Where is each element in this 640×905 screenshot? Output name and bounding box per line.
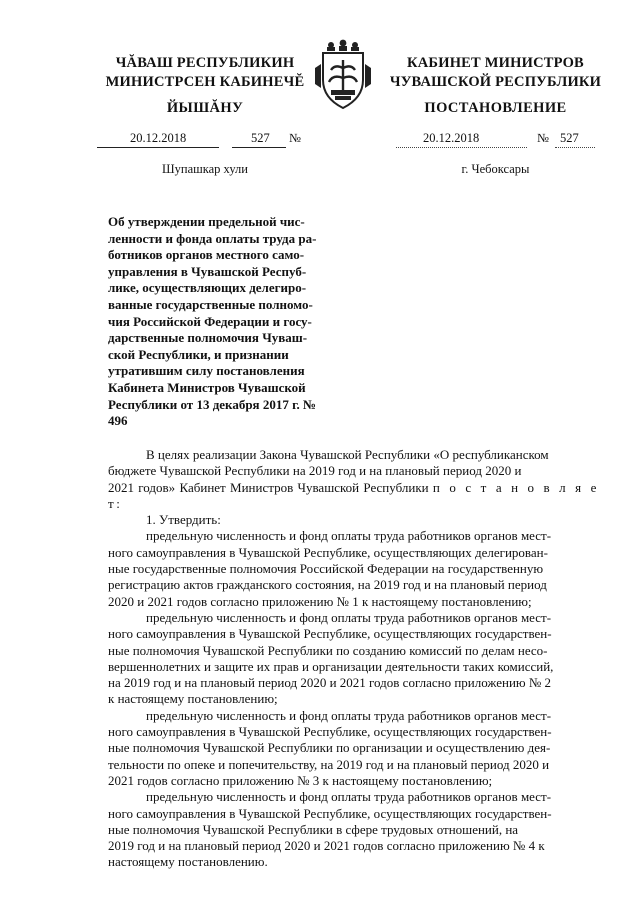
header-right-number-sign: № bbox=[537, 131, 549, 145]
header-right-line2: ЧУВАШСКОЙ РЕСПУБЛИКИ bbox=[389, 74, 602, 90]
body-para3: предельную численность и фонд оплаты труда работников органов мест- ного самоуправления в Чувашской Республике, осуществляющих государствен- ные полномочия Чувашской Республики по организации и осуществлению дея- тельности по опеке и попечительству, на 2019 год и на плановый период 2020 и 2021 годов согласно приложению № 3 к настоящему постановлению; bbox=[108, 707, 552, 788]
header-left-number: 527 bbox=[251, 131, 270, 145]
header-left-city: Шупашкар хули bbox=[162, 162, 248, 176]
header-right-number-underline bbox=[555, 147, 595, 148]
header-left-block bbox=[100, 54, 310, 92]
document-body bbox=[108, 447, 599, 871]
header-left-doc-type: ЙЫШĂНУ bbox=[166, 100, 244, 116]
document-subject: Об утверждении предельной чис- ленности и фонда оплаты труда ра- ботников органов местного само- управления в Чувашской Респуб- лике, осуществляющих делегиро- ванные государственные полномо- чия Российской Федерации и госу- дарственные полномочия Чуваш- ской Республики, и признании утратившим силу постановления Кабинета Министров Чувашской Республики от 13 декабря 2017 г. № 496 bbox=[108, 214, 317, 429]
header-left-number-underline bbox=[232, 147, 286, 148]
header-left-line1: ЧĂВАШ РЕСПУБЛИКИН bbox=[115, 55, 295, 71]
header-left-date-underline bbox=[97, 147, 219, 148]
body-para2: предельную численность и фонд оплаты труда работников органов мест- ного самоуправления в Чувашской Республике, осуществляющих государствен- ные полномочия Чувашской Республики по созданию комиссий по делам несо- вершеннолетних и защите их прав и организации деятельности таких комиссий, на 2019 год и на плановый период 2020 и 2021 годов согласно приложению № 2 к настоящему постановлению; bbox=[108, 609, 554, 707]
body-para1: предельную численность и фонд оплаты труда работников органов мест- ного самоуправления в Чувашской Республике, осуществляющих делегирован- ные государственные полномочия Российской Федерации на государственную регистрацию актов гражданского состояния, на 2019 год и на плановый период 2020 и 2021 годов согласно приложению № 1 к настоящему постановлению; bbox=[108, 528, 552, 609]
chuvash-coat-of-arms-icon bbox=[313, 38, 373, 114]
header-right-number: 527 bbox=[560, 131, 579, 145]
header-left-date: 20.12.2018 bbox=[130, 131, 187, 145]
header-right-doc-type: ПОСТАНОВЛЕНИЕ bbox=[424, 100, 567, 116]
body-para4: предельную численность и фонд оплаты труда работников органов мест- ного самоуправления в Чувашской Республике, осуществляющих государствен- ные полномочия Чувашской Республики в сфере трудовых отношений, на 2019 год и на плановый период 2020 и 2021 годов согласно приложению № 4 к настоящему постановлению. bbox=[108, 789, 552, 870]
header-left-number-sign: № bbox=[289, 131, 301, 145]
header-right-date-underline bbox=[396, 147, 527, 148]
header-right-line1: КАБИНЕТ МИНИСТРОВ bbox=[407, 55, 584, 71]
header-right-city: г. Чебоксары bbox=[461, 162, 530, 176]
header-left-line2: МИНИСТРСЕН КАБИНЕЧĔ bbox=[105, 74, 305, 90]
body-intro bbox=[108, 447, 599, 512]
body-intro-text: В целях реализации Закона Чувашской Республики «О республиканском бюджете Чувашской Республики на 2019 год и на плановый период 2020 и 2021 годов» Кабинет Министров Чувашской Республики bbox=[108, 447, 549, 495]
header-right-date: 20.12.2018 bbox=[423, 131, 480, 145]
header-right-block bbox=[388, 54, 603, 92]
body-item1: 1. Утвердить: bbox=[146, 512, 221, 528]
body-intro-keyword: п о с т а н о в л я е т: bbox=[108, 479, 600, 511]
